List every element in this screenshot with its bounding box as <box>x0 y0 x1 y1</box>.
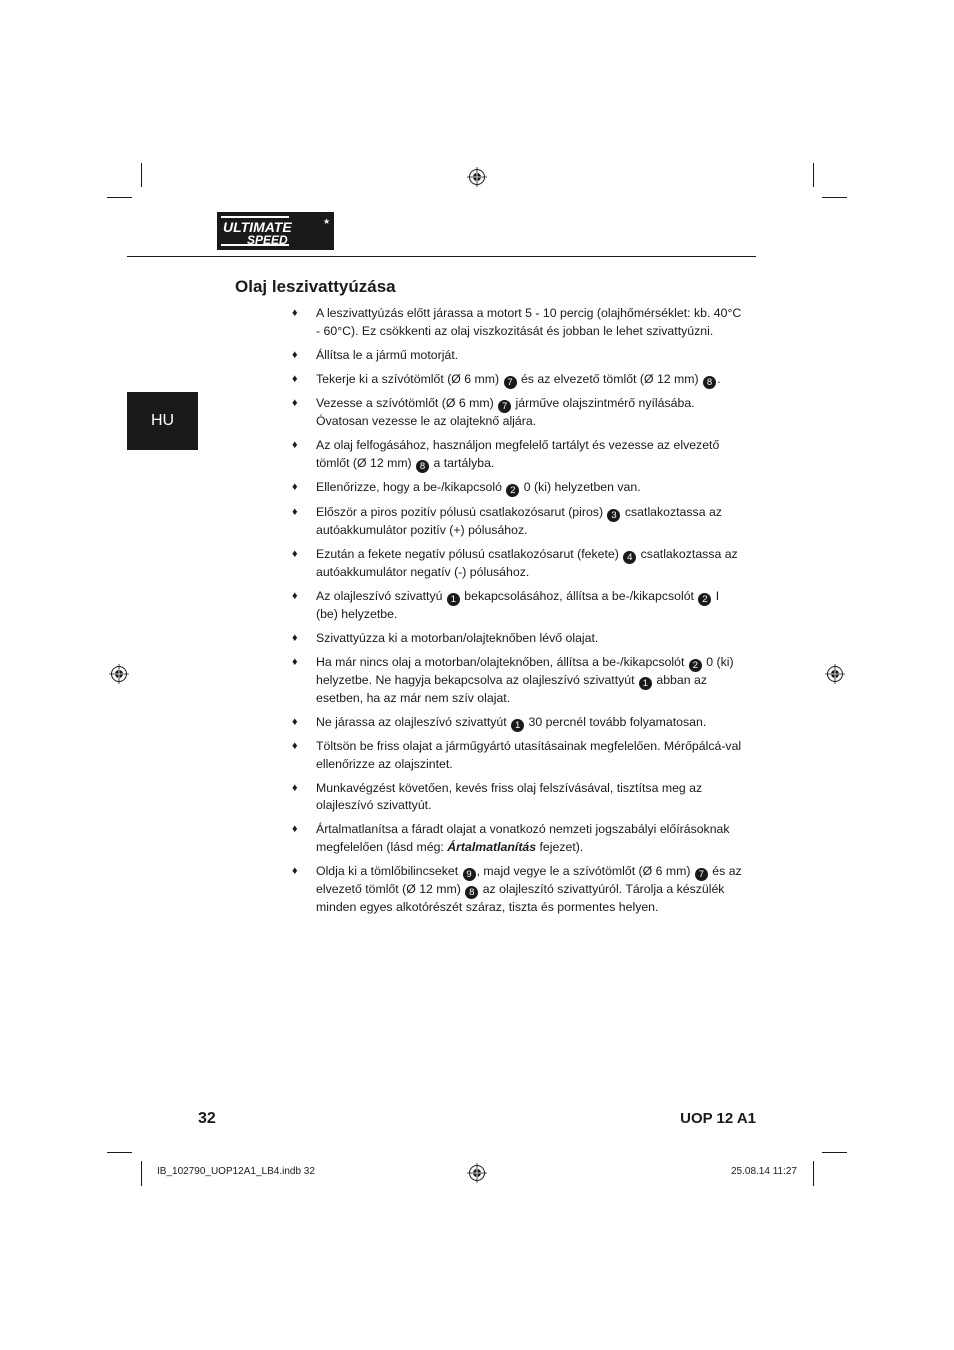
part-number-badge: 4 <box>623 551 636 564</box>
diamond-bullet-icon: ♦ <box>292 481 298 493</box>
list-item: ♦ A leszivattyúzás előtt járassa a motort 5 - 10 percig (olajhőmérséklet: kb. 40°C - 60°C). Ez csökkenti az olaj viszkozitását és jobban le lehet szivattyúzni. <box>292 306 742 338</box>
diamond-bullet-icon: ♦ <box>292 439 298 451</box>
list-item: ♦ Munkavégzést követően, kevés friss olaj felszívásával, tisztítsa meg az olajleszívó szivattyút. <box>292 780 703 812</box>
instruction-list <box>292 305 742 923</box>
list-item: ♦ Az olaj felfogásához, használjon megfelelő tartályt és vezesse az elvezető tömlőt (Ø 12 mm) 8 a tartályba. <box>292 438 720 472</box>
footer-file-name: IB_102790_UOP12A1_LB4.indb 32 <box>157 1166 315 1177</box>
crop-mark <box>107 1152 132 1153</box>
logo-star-icon: ★ <box>323 217 331 226</box>
logo-line2: SPEED <box>247 233 288 247</box>
list-item: ♦ Szivattyúzza ki a motorban/olajteknőben lévő olajat. <box>292 630 742 648</box>
diamond-bullet-icon: ♦ <box>292 781 298 794</box>
part-number-badge: 1 <box>511 719 524 732</box>
list-item: ♦ Ezután a fekete negatív pólusú csatlakozósarut (fekete) 4 csatlakoztassa az autóakkumulátor negatív (-) pólusához. <box>292 546 738 579</box>
diamond-bullet-icon: ♦ <box>292 397 298 409</box>
registration-mark-icon <box>109 664 129 684</box>
diamond-bullet-icon: ♦ <box>292 631 298 644</box>
list-item: ♦ Ellenőrizze, hogy a be-/kikapcsoló 2 0 (ki) helyzetben van. <box>292 480 641 496</box>
diamond-bullet-icon: ♦ <box>292 655 298 668</box>
part-number-badge: 1 <box>639 677 652 690</box>
diamond-bullet-icon: ♦ <box>292 348 298 361</box>
crop-mark <box>141 163 142 187</box>
part-number-badge: 3 <box>607 509 620 522</box>
diamond-bullet-icon: ♦ <box>292 307 298 319</box>
part-number-badge: 1 <box>447 593 460 606</box>
logo-line1: ULTIMATE <box>223 219 292 235</box>
list-item: ♦ Az olajleszívó szivattyú 1 bekapcsolásához, állítsa a be-/kikapcsolót 2 I (be) helyzetbe. <box>292 588 720 621</box>
registration-mark-icon <box>467 1163 487 1183</box>
diamond-bullet-icon: ♦ <box>292 505 298 518</box>
crop-mark <box>822 197 847 198</box>
list-item: ♦ Először a piros pozitív pólusú csatlakozósarut (piros) 3 csatlakoztassa az autóakkumulátor pozitív (+) pólusához. <box>292 504 722 537</box>
model-name: UOP 12 A1 <box>680 1110 756 1127</box>
section-title: Olaj leszivattyúzása <box>235 277 396 296</box>
part-number-badge: 8 <box>465 886 478 899</box>
diamond-bullet-icon: ♦ <box>292 589 298 602</box>
part-number-badge: 7 <box>695 868 708 881</box>
registration-mark-icon <box>467 167 487 187</box>
crop-mark <box>141 1161 142 1186</box>
list-item: ♦ Ha már nincs olaj a motorban/olajteknőben, állítsa a be-/kikapcsolót 2 0 (ki) helyzetbe. Ne hagyja bekapcsolva az olajleszívó szivattyút 1 abban az esetben, ha az már nem szív olajat. <box>292 654 734 705</box>
list-item: ♦ Állítsa le a jármű motorját. <box>292 347 742 365</box>
language-tab: HU <box>127 392 198 450</box>
list-item: ♦ Ne járassa az olajleszívó szivattyút 1 30 percnél tovább folyamatosan. <box>292 714 707 731</box>
part-number-badge: 8 <box>416 460 429 473</box>
footer-date: 25.08.14 11:27 <box>731 1166 797 1177</box>
list-item: ♦ Töltsön be friss olajat a járműgyártó utasításainak megfelelően. Mérőpálcá-val ellenőrizze az olajszintet. <box>292 739 742 771</box>
crop-mark <box>813 163 814 187</box>
registration-mark-icon <box>825 664 845 684</box>
part-number-badge: 2 <box>689 659 702 672</box>
list-item: ♦ Ártalmatlanítsa a fáradt olajat a vonatkozó nemzeti jogszabályi előírásoknak megfelelően (lásd még: Ártalmatlanítás fejezet). <box>292 822 730 854</box>
list-item: ♦ Vezesse a szívótömlőt (Ø 6 mm) 7 járműve olajszintmérő nyílásába. Óvatosan vezesse le az olajteknő aljára. <box>292 396 695 428</box>
diamond-bullet-icon: ♦ <box>292 715 298 728</box>
crop-mark <box>822 1152 847 1153</box>
part-number-badge: 2 <box>506 484 519 497</box>
chapter-reference: Ártalmatlanítás <box>447 839 537 854</box>
diamond-bullet-icon: ♦ <box>292 547 298 560</box>
header-rule <box>127 256 756 257</box>
diamond-bullet-icon: ♦ <box>292 372 298 385</box>
crop-mark <box>813 1161 814 1186</box>
part-number-badge: 8 <box>703 376 716 389</box>
diamond-bullet-icon: ♦ <box>292 740 298 752</box>
part-number-badge: 7 <box>498 400 511 413</box>
ultimate-speed-logo <box>217 212 334 250</box>
diamond-bullet-icon: ♦ <box>292 864 298 877</box>
list-item: ♦ Oldja ki a tömlőbilincseket 9 , majd vegye le a szívótömlőt (Ø 6 mm) 7 és az elvezető tömlőt (Ø 12 mm) 8 az olajleszító szivattyúról. Tárolja a készülék minden egyes alkotórészét száraz, tiszta és pormentes helyen. <box>292 863 742 914</box>
diamond-bullet-icon: ♦ <box>292 823 298 835</box>
part-number-badge: 9 <box>463 868 476 881</box>
crop-mark <box>107 197 132 198</box>
list-item: ♦ Tekerje ki a szívótömlőt (Ø 6 mm) 7 és az elvezető tömlőt (Ø 12 mm) 8 . <box>292 371 721 388</box>
page-number: 32 <box>198 1110 216 1127</box>
part-number-badge: 2 <box>698 593 711 606</box>
part-number-badge: 7 <box>504 376 517 389</box>
